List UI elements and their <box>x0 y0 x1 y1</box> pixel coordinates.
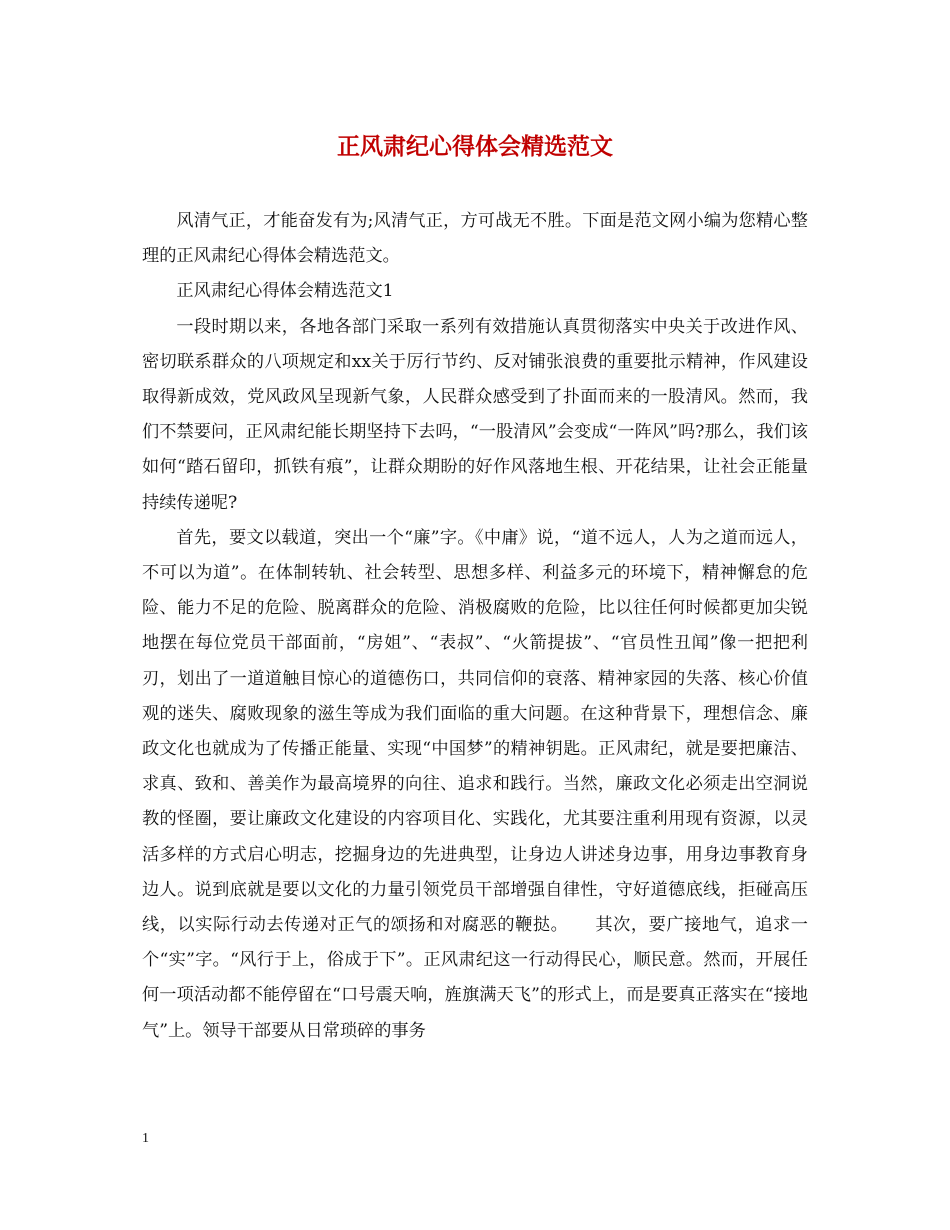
body-paragraph: 首先，要文以载道，突出一个“廉”字。《中庸》说，“道不远人，人为之道而远人，不可以为道”。在体制转轨、社会转型、思想多样、利益多元的环境下，精神懈怠的危险、能力不足的危险、脱离群众的危险、消极腐败的危险，比以往任何时候都更加尖锐地摆在每位党员干部面前，“房姐”、“表叔”、“火箭提拔”、“官员性丑闻”像一把把利刃，划出了一道道触目惊心的道德伤口，共同信仰的衰落、精神家园的失落、核心价值观的迷失、腐败现象的滋生等成为我们面临的重大问题。在这种背景下，理想信念、廉政文化也就成为了传播正能量、实现“中国梦”的精神钥匙。正风肃纪，就是要把廉洁、求真、致和、善美作为最高境界的向往、追求和践行。当然，廉政文化必须走出空洞说教的怪圈，要让廉政文化建设的内容项目化、实践化，尤其要注重利用现有资源，以灵活多样的方式启心明志，挖掘身边的先进典型，让身边人讲述身边事，用身边事教育身边人。说到底就是要以文化的力量引领党员干部增强自律性，守好道德底线，拒碰高压线，以实际行动去传递对正气的颂扬和对腐恶的鞭挞。 其次，要广接地气，追求一个“实”字。“风行于上，俗成于下”。正风肃纪这一行动得民心，顺民意。然而，开展任何一项活动都不能停留在“口号震天响，旌旗满天飞”的形式上，而是要真正落实在“接地气”上。领导干部要从日常琐碎的事务 <box>142 527 808 1041</box>
section-heading: 正风肃纪心得体会精选范文1 <box>176 281 394 302</box>
document-title: 正风肃纪心得体会精选范文 <box>337 133 613 160</box>
document-body <box>142 204 808 1049</box>
intro-paragraph: 风清气正，才能奋发有为;风清气正，方可战无不胜。下面是范文网小编为您精心整理的正风肃纪心得体会精选范文。 <box>142 211 808 267</box>
body-paragraph: 一段时期以来，各地各部门采取一系列有效措施认真贯彻落实中央关于改进作风、密切联系群众的八项规定和xx关于厉行节约、反对铺张浪费的重要批示精神，作风建设取得新成效，党风政风呈现新气象，人民群众感受到了扑面而来的一股清风。然而，我们不禁要问，正风肃纪能长期坚持下去吗，“一股清风”会变成“一阵风”吗?那么，我们该如何“踏石留印，抓铁有痕”，让群众期盼的好作风落地生根、开花结果，让社会正能量持续传递呢? <box>142 316 808 513</box>
page-number: 1 <box>142 1131 149 1146</box>
